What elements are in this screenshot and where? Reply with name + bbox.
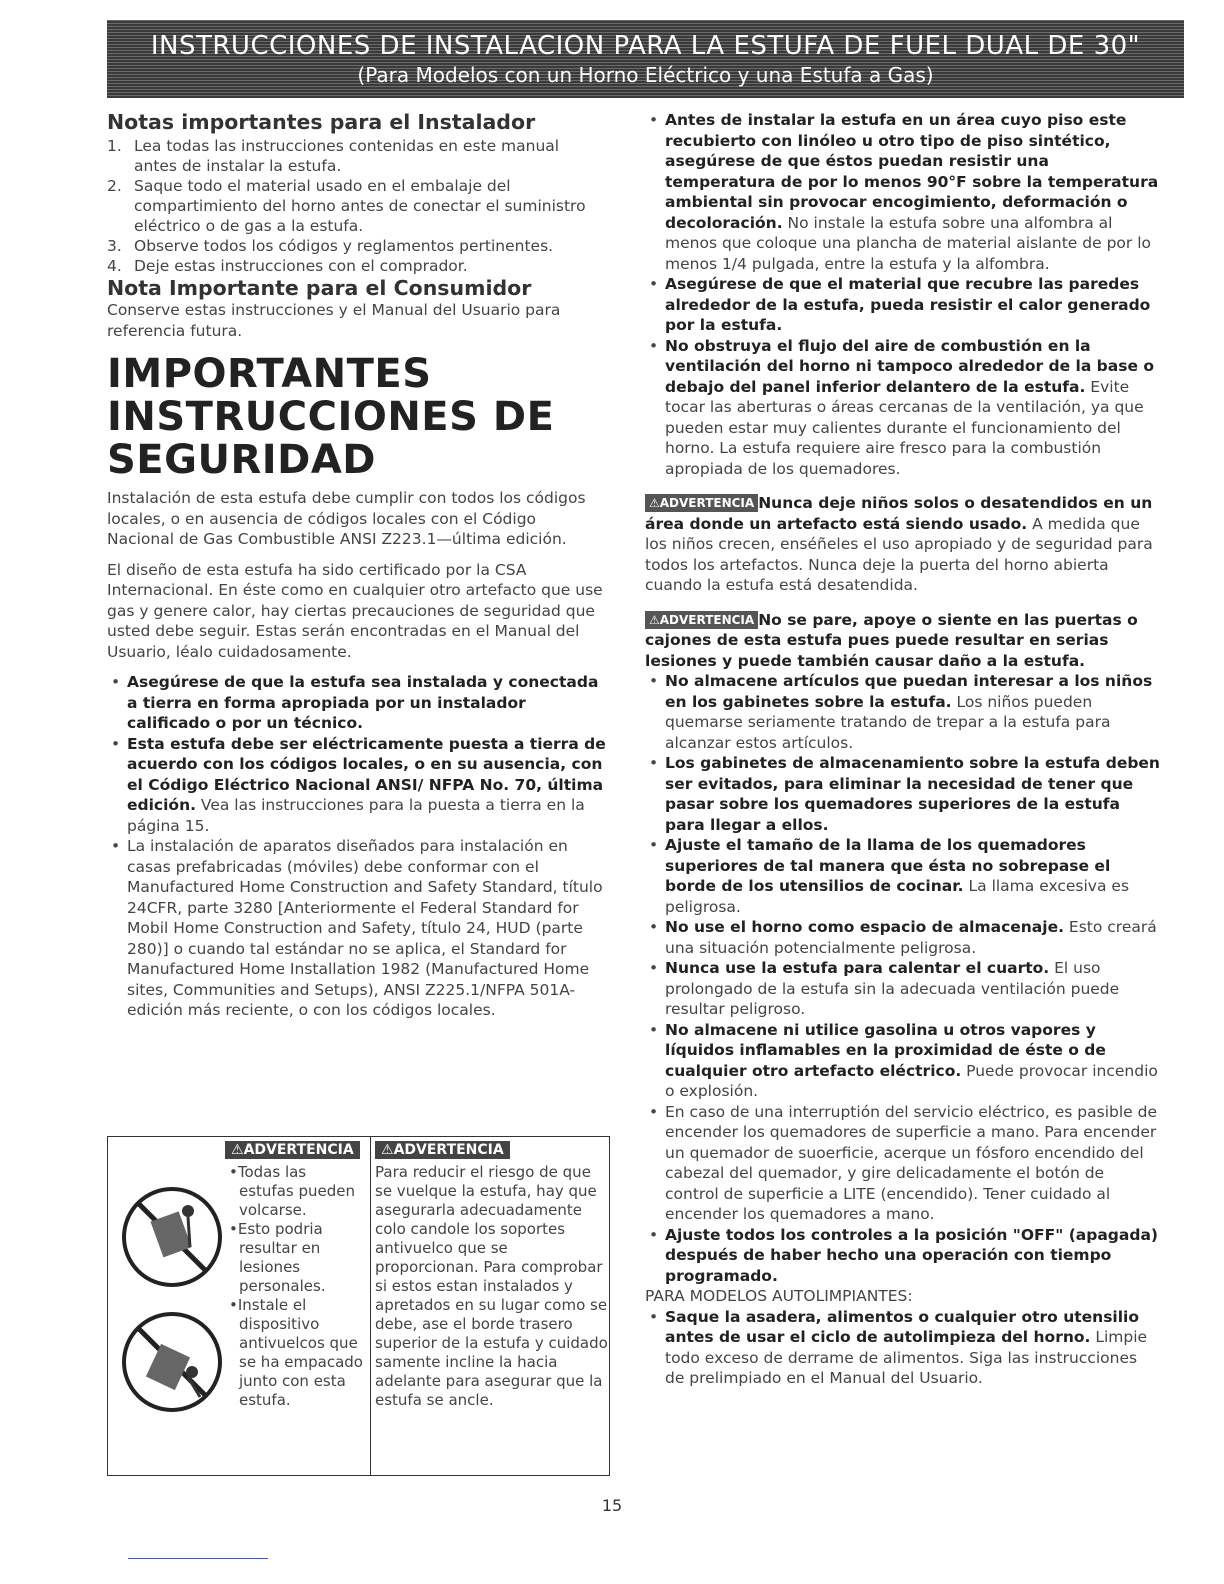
page-number: 15 <box>601 1496 623 1515</box>
list-item: • Esta estufa debe ser eléctricamente puesta a tierra de acuerdo con los códigos locales, o en su ausencia, con el Código Eléctrico Nacional ANSI/ NFPA No. 70, última edición. Vea las instrucciones para la puesta a tierra en la página 15. <box>111 734 606 835</box>
tip-over-illustrations <box>118 1137 226 1477</box>
right-bullets-bottom <box>645 1307 1160 1389</box>
header-banner <box>107 20 1184 98</box>
list-item: 2. Saque todo el material usado en el embalaje del compartimiento del horno antes de conectar el suministro eléctrico o de gas a la estufa. <box>107 177 586 235</box>
list-item: • En caso de una interruptión del servicio eléctrico, es pasible de encender los quemadores de superficie a mano. Para encender un quemador de suoerficie, acerque un fósforo encendido del cabezal del quemador, y gire delicadamente el botón de control de superficie a LITE (encendido). Tener cuidado al encender los quemadores a mano. <box>649 1102 1157 1223</box>
list-item: • Antes de instalar la estufa en un área cuyo piso este recubierto con linóleo u otro tipo de piso sintético, asegúrese de que éstos puedan resistir una temperatura de por lo menos 90°F sobre la temperatura ambiental sin provocar encogimiento, deformación o decoloración. No instale la estufa sobre una alfombra al menos que coloque una plancha de material aislante de por lo menos 1/4 pulgada, entre la estufa y la alfombra. <box>649 111 1159 273</box>
anti-tip-warning-box <box>107 1136 610 1476</box>
header-subtitle: (Para Modelos con un Horno Eléctrico y una Estufa a Gas) <box>357 63 934 87</box>
consumer-note-heading: Nota Importante para el Consumidor <box>107 276 532 300</box>
list-item: • Ajuste el tamaño de la llama de los quemadores superiores de tal manera que ésta no sobrepase el borde de los utensilios de cocinar. La llama excesiva es peligrosa. <box>649 836 1130 916</box>
list-item: • No use el horno como espacio de almacenaje. Esto creará una situación potencialmente peligrosa. <box>649 918 1157 957</box>
list-item: • No almacene artículos que puedan interesar a los niños en los gabinetes sobre la estufa. Los niños pueden quemarse seriamente tratando de trepar a la estufa para alcanzar estos artículos. <box>649 672 1153 752</box>
installer-notes-list <box>107 136 607 276</box>
list-item: • Nunca use la estufa para calentar el cuarto. El uso prolongado de la estufa sin la adecuada ventilación puede resultar peligroso. <box>649 959 1120 1018</box>
list-item: • Los gabinetes de almacenamiento sobre la estufa deben ser evitados, para eliminar la necesidad de tener que pasar sobre los quemadores superiores de la estufa para llegar a ellos. <box>649 754 1160 834</box>
warning-text: Para reducir el riesgo de que se vuelque la estufa, hay que asegurarla adecuadamente colo candole los soportes antivuelco que se proporcionan. Para comprobar si estos estan instalados y apretados en su lugar como se debe, ase el borde trasero superior de la estufa y cuidado samente incline la hacia adelante para asegurar que la estufa se ancle. <box>375 1163 608 1409</box>
safety-paragraph-1: Instalación de esta estufa debe cumplir con todos los códigos locales, o en ausencia de códigos locales con el Código Nacional de Gas Combustible ANSI Z223.1—última edición. <box>107 489 586 548</box>
list-item: 4. Deje estas instrucciones con el comprador. <box>107 257 468 275</box>
footer-rule <box>128 1558 268 1559</box>
list-item: • La instalación de aparatos diseñados para instalación en casas prefabricadas (móviles) debe conformar con el Manufactured Home Construction and Safety Standard, título 24CFR, parte 3280 [Anteriormente el Federal Standard for Mobil Home Construction and Safety, título 24, HUD (parte 280)] o cuando tal estándar no se aplica, el Standard for Manufactured Home Installation 1982 (Manufactured Home sites, Communities and Setups), ANSI Z225.1/NFPA 501A-edición más reciente, o con los códigos locales. <box>111 837 603 1019</box>
warning-label: ⚠ADVERTENCIA <box>225 1141 360 1159</box>
warning-column-2 <box>370 1137 610 1475</box>
list-item: • Asegúrese de que el material que recubre las paredes alrededor de la estufa, pueda resistir el calor generado por la estufa. <box>649 275 1151 334</box>
installer-notes-heading: Notas importantes para el Instalador <box>107 110 536 134</box>
warning-label: ⚠ADVERTENCIA <box>375 1141 510 1159</box>
warning-badge: ⚠ADVERTENCIA <box>645 611 758 629</box>
right-bullets-mid <box>645 671 1160 1286</box>
warning-children: ⚠ADVERTENCIA Nunca deje niños solos o desatendidos en un área donde un artefacto está siendo usado. A medida que los niños crecen, enséñeles el uso apropiado y de seguridad para todos los artefactos. Nunca deje la puerta del horno abierta cuando la estufa está desatendida. <box>645 494 1153 594</box>
warning-doors: ⚠ADVERTENCIA No se pare, apoye o siente en las puertas o cajones de esta estufa pues puede resultar en serias lesiones y puede también causar daño a la estufa. <box>645 610 1138 670</box>
safety-title: IMPORTANTES INSTRUCCIONES DE SEGURIDAD <box>107 351 555 483</box>
right-column <box>645 110 1160 1389</box>
list-item: 1. Lea todas las instrucciones contenidas en este manual antes de instalar la estufa. <box>107 137 560 175</box>
list-item: • Ajuste todos los controles a la posición "OFF" (apagada) después de haber hecho una operación con tiempo programado. <box>649 1225 1158 1285</box>
left-column <box>107 110 607 1021</box>
right-bullets-top <box>645 110 1160 479</box>
list-item: •Todas las estufas pueden volcarse. <box>229 1163 356 1219</box>
warning-column-1 <box>225 1137 365 1410</box>
list-item: • Saque la asadera, alimentos o cualquier otro utensilio antes de usar el ciclo de autolimpieza del horno. Limpie todo exceso de derrame de alimentos. Siga las instrucciones de prelimpiado en el Manual del Usuario. <box>649 1307 1148 1387</box>
list-item: •Instale el dispositivo antivuelcos que se ha empacado junto con esta estufa. <box>229 1296 363 1409</box>
list-item: • No almacene ni utilice gasolina u otros vapores y líquidos inflamables en la proximidad de éste o de cualquier otro artefacto eléctrico. Puede provocar incendio o explosión. <box>649 1020 1158 1100</box>
list-item: • Asegúrese de que la estufa sea instalada y conectada a tierra en forma apropiada por un instalador calificado o por un técnico. <box>111 673 599 732</box>
consumer-note-text: Conserve estas instrucciones y el Manual del Usuario para referencia futura. <box>107 301 561 340</box>
header-title: INSTRUCCIONES DE INSTALACION PARA LA ESTUFA DE FUEL DUAL DE 30" <box>150 31 1141 61</box>
warning-badge: ⚠ADVERTENCIA <box>645 494 758 512</box>
tip-over-icon <box>118 1137 226 1477</box>
safety-paragraph-2: El diseño de esta estufa ha sido certificado por la CSA Internacional. En éste como en cualquier otro artefacto que use gas y genere calor, hay ciertas precauciones de seguridad que usted debe seguir. Estas serán encontradas en el Manual del Usuario, léalo cuidadosamente. <box>107 560 603 661</box>
safety-bullets <box>107 672 607 1021</box>
self-clean-heading: PARA MODELOS AUTOLIMPIANTES: <box>645 1287 913 1305</box>
list-item: • No obstruya el flujo del aire de combustión en la ventilación del horno ni tampoco alrededor de la base o debajo del panel inferior delantero de la estufa. Evite tocar las aberturas o áreas cercanas de la ventilación, ya que pueden estar muy calientes durante el funcionamiento del horno. La estufa requiere aire fresco para la combustión apropiada de los quemadores. <box>649 336 1155 478</box>
list-item: 3. Observe todos los códigos y reglamentos pertinentes. <box>107 237 554 255</box>
list-item: •Esto podria resultar en lesiones personales. <box>229 1220 326 1295</box>
